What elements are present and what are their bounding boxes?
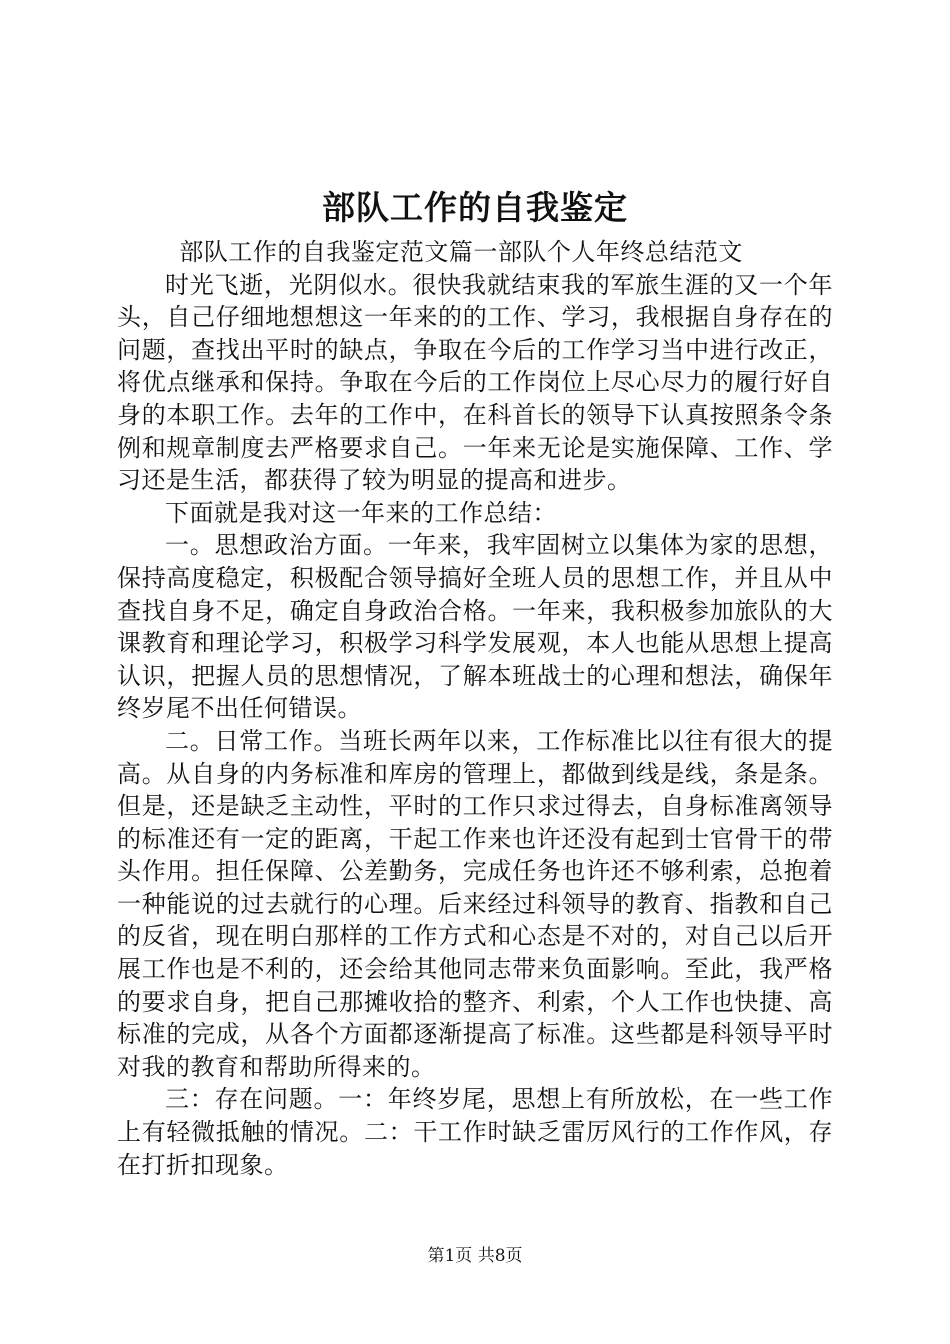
paragraph-intro: 时光飞逝，光阴似水。很快我就结束我的军旅生涯的又一个年头，自己仔细地想想这一年来的的工作、学习，我根据自身存在的问题，查找出平时的缺点，争取在今后的工作学习当中进行改正，将优点继承和保持。争取在今后的工作岗位上尽心尽力的履行好自身的本职工作。去年的工作中，在科首长的领导下认真按照条令条例和规章制度去严格要求自己。一年来无论是实施保障、工作、学习还是生活，都获得了较为明显的提高和进步。 <box>117 270 833 495</box>
paragraph-subtitle: 部队工作的自我鉴定范文篇一部队个人年终总结范文 <box>179 238 743 266</box>
page-number-footer: 第1页 共8页 <box>427 1246 523 1266</box>
document-body <box>117 236 833 1181</box>
paragraph-summary-lead: 下面就是我对这一年来的工作总结： <box>165 498 557 527</box>
document-title: 部队工作的自我鉴定 <box>322 188 628 227</box>
paragraph-problems: 三：存在问题。一：年终岁尾，思想上有所放松，在一些工作上有轻微抵触的情况。二：干工作时缺乏雷厉风行的工作作风，存在打折扣现象。 <box>117 1085 833 1179</box>
paragraph-political: 一。思想政治方面。一年来，我牢固树立以集体为家的思想，保持高度稳定，积极配合领导搞好全班人员的思想工作，并且从中查找自身不足，确定自身政治合格。一年来，我积极参加旅队的大课教育和理论学习，积极学习科学发展观，本人也能从思想上提高认识，把握人员的思想情况，了解本班战士的心理和想法，确保年终岁尾不出任何错误。 <box>117 531 833 723</box>
paragraph-daily-work: 二。日常工作。当班长两年以来，工作标准比以往有很大的提高。从自身的内务标准和库房的管理上，都做到线是线，条是条。但是，还是缺乏主动性，平时的工作只求过得去，自身标准离领导的标准还有一定的距离，干起工作来也许还没有起到士官骨干的带头作用。担任保障、公差勤务，完成任务也许还不够利索，总抱着一种能说的过去就行的心理。后来经过科领导的教育、指教和自己的反省，现在明白那样的工作方式和心态是不对的，对自己以后开展工作也是不利的，还会给其他同志带来负面影响。至此，我严格的要求自身，把自己那摊收拾的整齐、利索，个人工作也快捷、高标准的完成，从各个方面都逐渐提高了标准。这些都是科领导平时对我的教育和帮助所得来的。 <box>117 726 833 1081</box>
